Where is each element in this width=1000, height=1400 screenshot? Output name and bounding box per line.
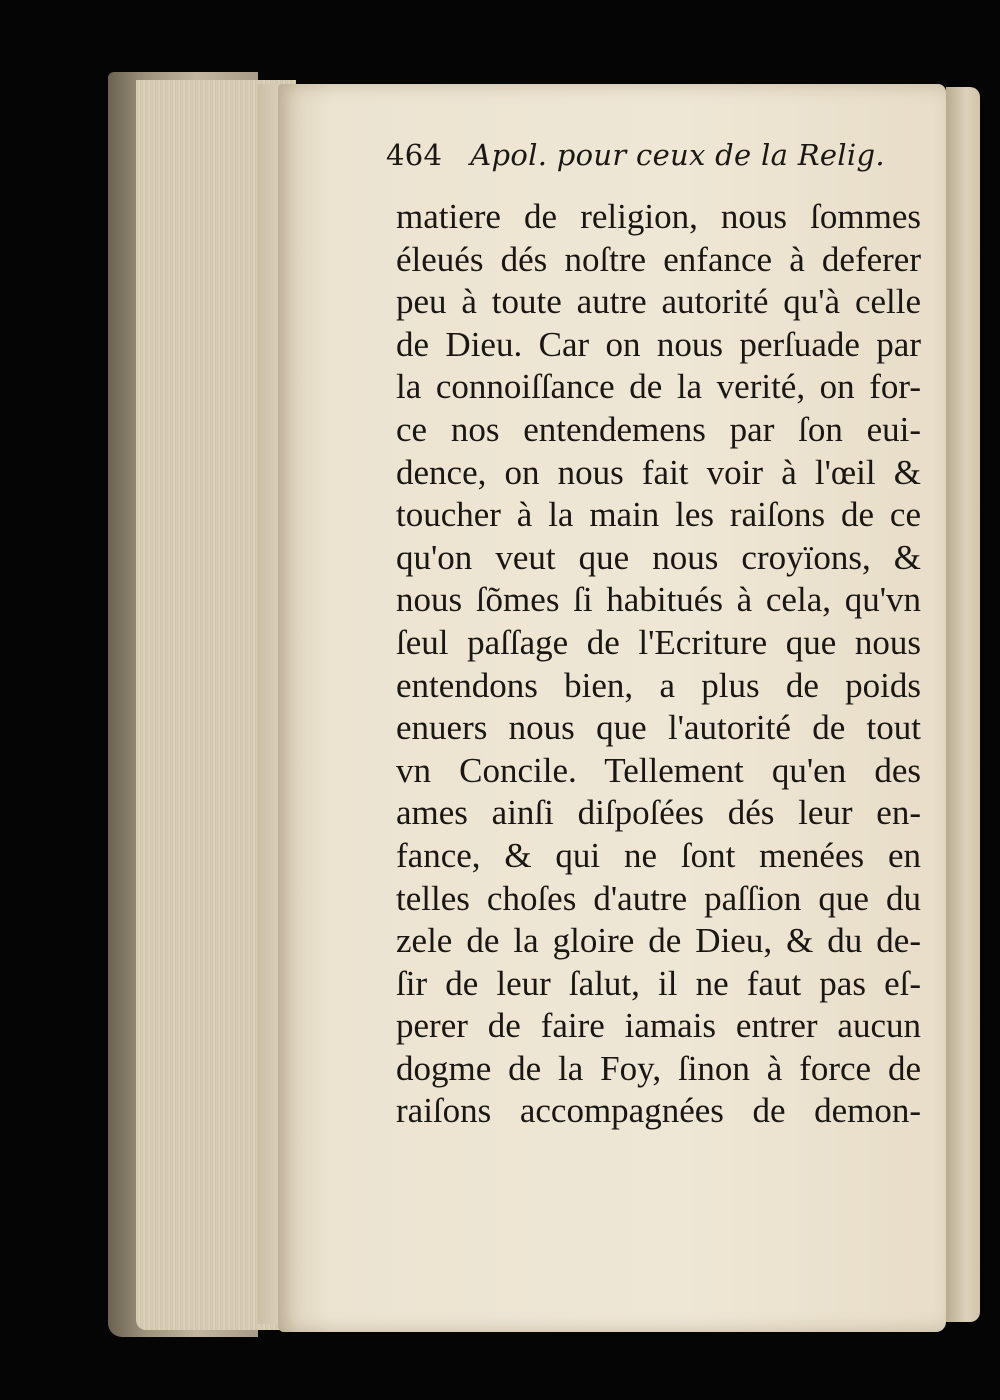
facing-page-edge (946, 87, 980, 1322)
text-line: toucher à la main les raiſons de ce (396, 495, 921, 535)
running-head (386, 138, 885, 172)
text-line: zele de la gloire de Dieu, & du de- (396, 921, 921, 961)
text-line: telles choſes d'autre paſſion que du (396, 878, 921, 918)
text-line: enuers nous que l'autorité de tout (396, 708, 921, 748)
text-line: entendons bien, a plus de poids (396, 665, 921, 705)
text-line: la connoiſſance de la verité, on for- (396, 367, 921, 407)
text-line: dence, on nous fait voir à l'œil & (396, 452, 921, 492)
text-line: nous ſõmes ſi habitués à cela, qu'vn (396, 580, 921, 620)
text-line: qu'on veut que nous croyïons, & (396, 537, 921, 577)
text-line: éleués dés noſtre enfance à deferer (396, 239, 921, 279)
text-line: peu à toute autre autorité qu'à celle (396, 282, 921, 322)
text-line: ames ainſi diſpoſées dés leur en- (396, 793, 921, 833)
text-line: de Dieu. Car on nous perſuade par (396, 324, 921, 364)
text-line: fance, & qui ne ſont menées en (396, 835, 921, 875)
page-number: 464 (386, 138, 443, 172)
body-text (396, 196, 921, 1133)
running-title: Apol. pour ceux de la Relig. (470, 138, 885, 172)
text-line: matiere de religion, nous ſommes (396, 197, 921, 236)
text-line: ſir de leur ſalut, il ne faut pas eſ- (396, 963, 921, 1003)
text-line: dogme de la Foy, ſinon à force de (396, 1048, 921, 1088)
text-line: ce nos entendemens par ſon eui- (396, 409, 921, 449)
text-line: vn Concile. Tellement qu'en des (396, 750, 921, 790)
text-line: raiſons accompagnées de demon- (396, 1091, 921, 1131)
text-line: perer de faire iamais entrer aucun (396, 1006, 921, 1046)
text-line: ſeul paſſage de l'Ecriture que nous (396, 622, 921, 662)
